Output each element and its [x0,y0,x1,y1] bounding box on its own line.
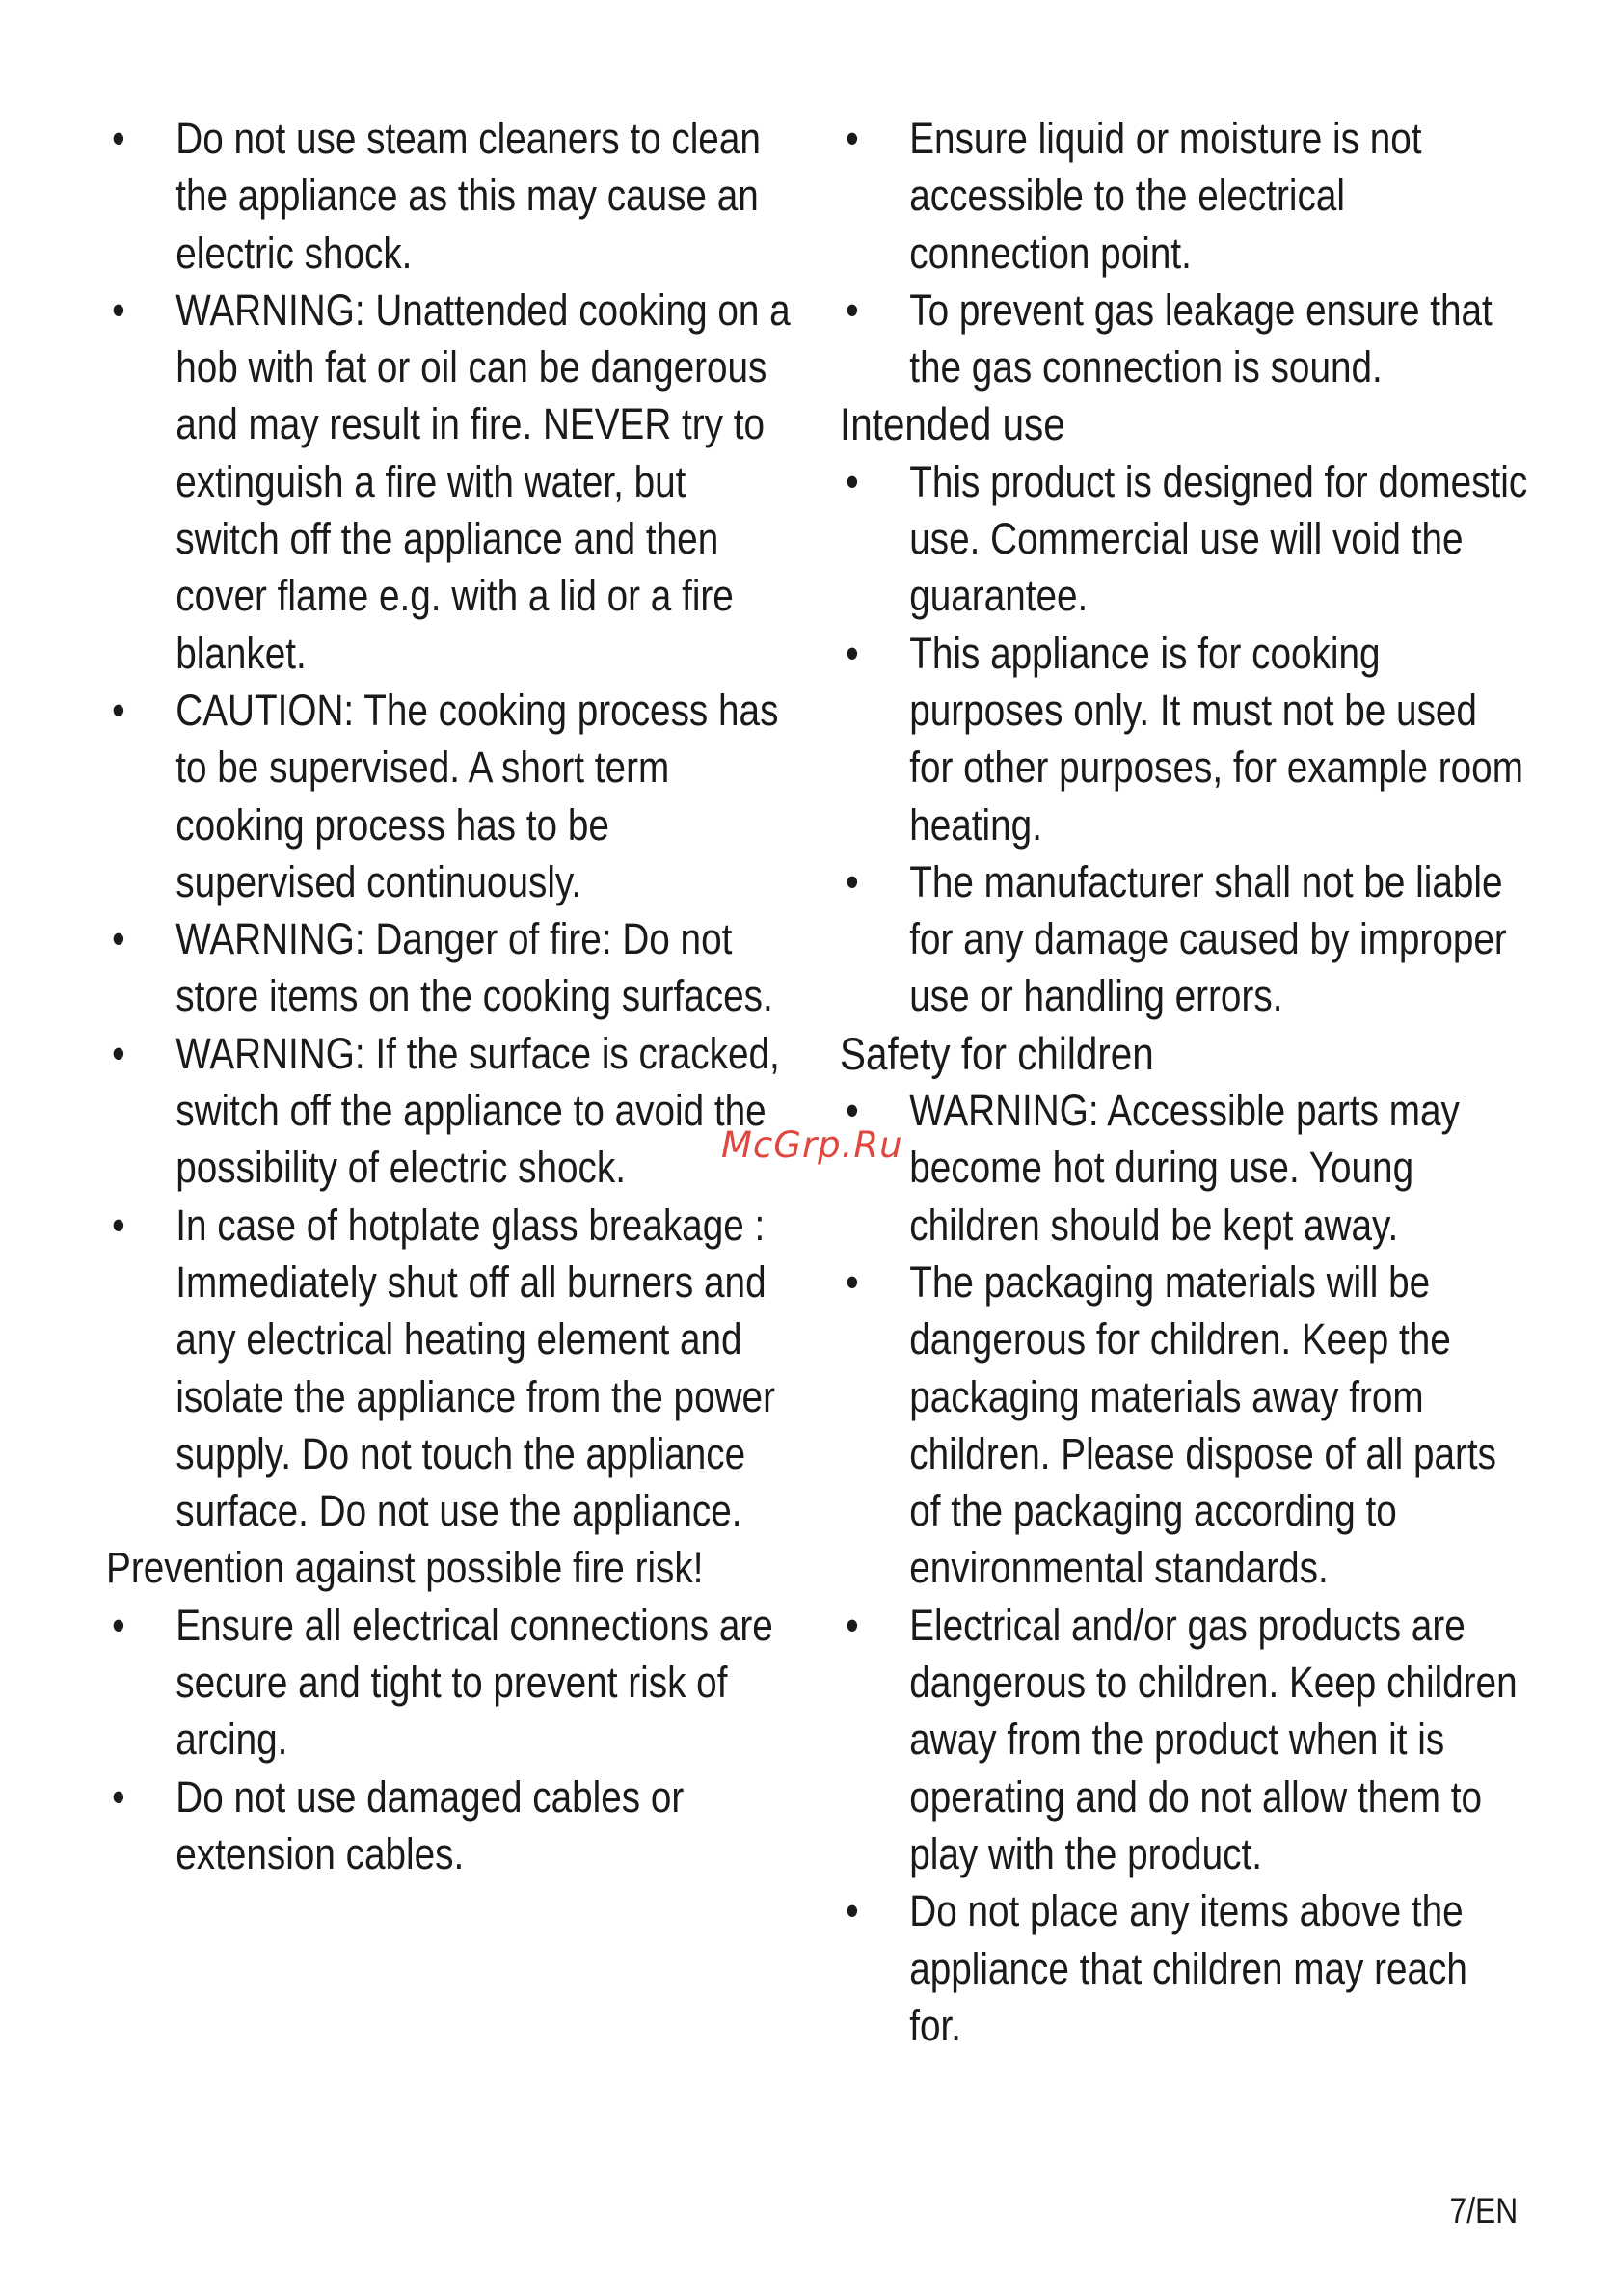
list-item [106,910,794,1025]
bullet-icon: • [846,1886,859,1936]
list-item [840,1597,1528,1882]
section-heading-intended-use: Intended use [840,398,1065,450]
list-item-text: WARNING: Danger of fire: Do not store items on the cooking surfaces. [175,914,773,1021]
list-item [840,1254,1528,1597]
bullet-icon: • [112,284,125,335]
list-item-text: The manufacturer shall not be liable for any damage caused by improper use or handling errors. [909,856,1507,1021]
list-item [106,282,794,682]
list-item-text: In case of hotplate glass breakage : Immediately shut off all burners and any electrical heating element and isolate the appliance from the power supply. Do not touch the appliance surface. Do not use the appliance. [175,1200,775,1536]
bullet-icon: • [846,1086,859,1136]
section-heading-children: Safety for children [840,1027,1154,1079]
safety-list-children [840,1082,1528,2054]
left-column [106,110,794,1882]
safety-list-electrical [840,110,1528,395]
bullet-icon: • [112,1600,125,1650]
list-item [840,453,1528,625]
list-item [106,110,794,282]
list-item [840,1882,1528,2054]
list-item-text: Do not use damaged cables or extension cables. [175,1771,685,1878]
bullet-icon: • [112,1771,125,1822]
list-item [840,110,1528,282]
bullet-icon: • [112,685,125,735]
bullet-icon: • [846,1256,859,1307]
list-item [840,1082,1528,1254]
bullet-icon: • [846,1600,859,1650]
list-item [106,1025,794,1197]
safety-list-intended-use [840,453,1528,1025]
list-item [106,1769,794,1883]
section-heading-fire-risk: Prevention against possible fire risk! [106,1543,704,1593]
list-item-text: Do not use steam cleaners to clean the appliance as this may cause an electric shock. [175,114,761,278]
bullet-icon: • [112,914,125,964]
list-item-text: Ensure liquid or moisture is not accessible to the electrical connection point. [909,114,1422,278]
list-item [840,625,1528,853]
watermark: McGrp.Ru [721,1124,903,1166]
bullet-icon: • [112,114,125,163]
list-item-text: To prevent gas leakage ensure that the gas connection is sound. [909,284,1493,392]
safety-list-general [106,110,794,1539]
bullet-icon: • [846,628,859,678]
bullet-icon: • [846,456,859,506]
list-item-text: Ensure all electrical connections are secure and tight to prevent risk of arcing. [175,1600,773,1765]
right-column [840,110,1528,2054]
list-item [840,853,1528,1025]
list-item-text: This product is designed for domestic use. Commercial use will void the guarantee. [909,456,1528,621]
list-item [840,282,1528,396]
list-item-text: WARNING: Unattended cooking on a hob with fat or oil can be dangerous and may result in fire. NEVER try to extinguish a fire with water, but switch off the appliance and then cover flame e.g. with a lid or a fire blanket. [175,284,791,678]
bullet-icon: • [112,1028,125,1078]
bullet-icon: • [846,114,859,163]
list-item-text: Electrical and/or gas products are dangerous to children. Keep children away from the product when it is operating and do not allow them to play with the product. [909,1600,1518,1878]
page-number: 7/EN [1449,2191,1518,2230]
list-item [106,1597,794,1769]
list-item [106,682,794,910]
list-item-text: Do not place any items above the appliance that children may reach for. [909,1886,1467,2050]
bullet-icon: • [846,856,859,906]
list-item-text: The packaging materials will be dangerous for children. Keep the packaging materials away from children. Please dispose of all parts of the packaging according to environmental standards. [909,1256,1497,1593]
list-item-text: CAUTION: The cooking process has to be supervised. A short term cooking process has to be supervised continuously. [175,685,779,906]
safety-list-fire-risk [106,1597,794,1882]
list-item-text: WARNING: If the surface is cracked, switch off the appliance to avoid the possibility of electric shock. [175,1028,780,1193]
list-item-text: This appliance is for cooking purposes only. It must not be used for other purposes, for example room heating. [909,628,1523,850]
list-item-text: WARNING: Accessible parts may become hot during use. Young children should be kept away. [909,1086,1460,1250]
list-item [106,1197,794,1540]
bullet-icon: • [112,1200,125,1250]
bullet-icon: • [846,284,859,335]
